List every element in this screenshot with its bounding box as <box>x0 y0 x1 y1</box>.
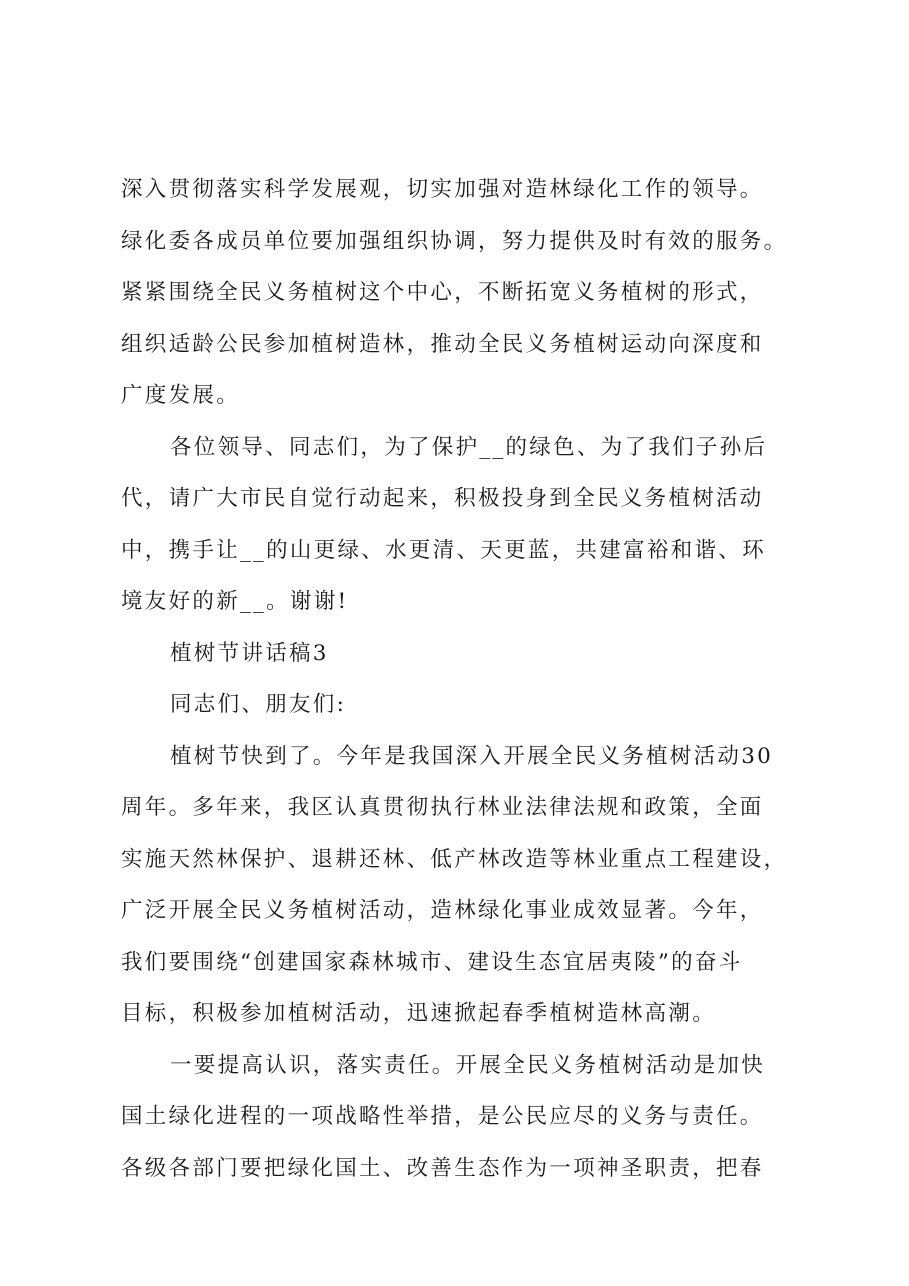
text-line: 紧紧围绕全民义务植树这个中心，不断拓宽义务植树的形式， <box>121 280 764 305</box>
text-line: 境友好的新__。谢谢! <box>121 589 349 614</box>
text-line: 组织适龄公民参加植树造林，推动全民义务植树运动向深度和 <box>121 331 764 357</box>
text-line: 广泛开展全民义务植树活动，造林绿化事业成效显著。今年， <box>121 898 764 923</box>
salutation: 同志们、朋友们: <box>170 692 347 717</box>
text-line: 广度发展。 <box>121 383 241 408</box>
paragraph-start-line: 植树节快到了。今年是我国深入开展全民义务植树活动30 <box>170 743 774 769</box>
text-line: 实施天然林保护、退耕还林、低产林改造等林业重点工程建设， <box>121 846 788 872</box>
text-line: 各级各部门要把绿化国土、改善生态作为一项神圣职责，把春 <box>121 1155 764 1181</box>
text-line: 中，携手让__的山更绿、水更清、天更蓝，共建富裕和谐、环 <box>121 537 766 563</box>
text-line: 绿化委各成员单位要加强组织协调，努力提供及时有效的服务。 <box>121 228 788 254</box>
text-line: 国土绿化进程的一项战略性举措，是公民应尽的义务与责任。 <box>121 1104 764 1129</box>
section-heading: 植树节讲话稿3 <box>170 640 329 666</box>
text-line: 深入贯彻落实科学发展观，切实加强对造林绿化工作的领导。 <box>121 177 764 202</box>
text-line: 代，请广大市民自觉行动起来，积极投身到全民义务植树活动 <box>121 486 764 511</box>
paragraph-start-line: 一要提高认识，落实责任。开展全民义务植树活动是加快 <box>170 1052 766 1078</box>
document-body <box>121 164 811 1194</box>
text-line: 周年。多年来，我区认真贯彻执行林业法律法规和政策，全面 <box>121 795 764 820</box>
text-line: 我们要围绕“创建国家森林城市、建设生态宜居夷陵”的奋斗 <box>121 949 743 975</box>
paragraph-start-line: 各位领导、同志们，为了保护__的绿色、为了我们子孙后 <box>170 434 768 460</box>
text-line: 目标，积极参加植树活动，迅速掀起春季植树造林高潮。 <box>121 1001 717 1026</box>
